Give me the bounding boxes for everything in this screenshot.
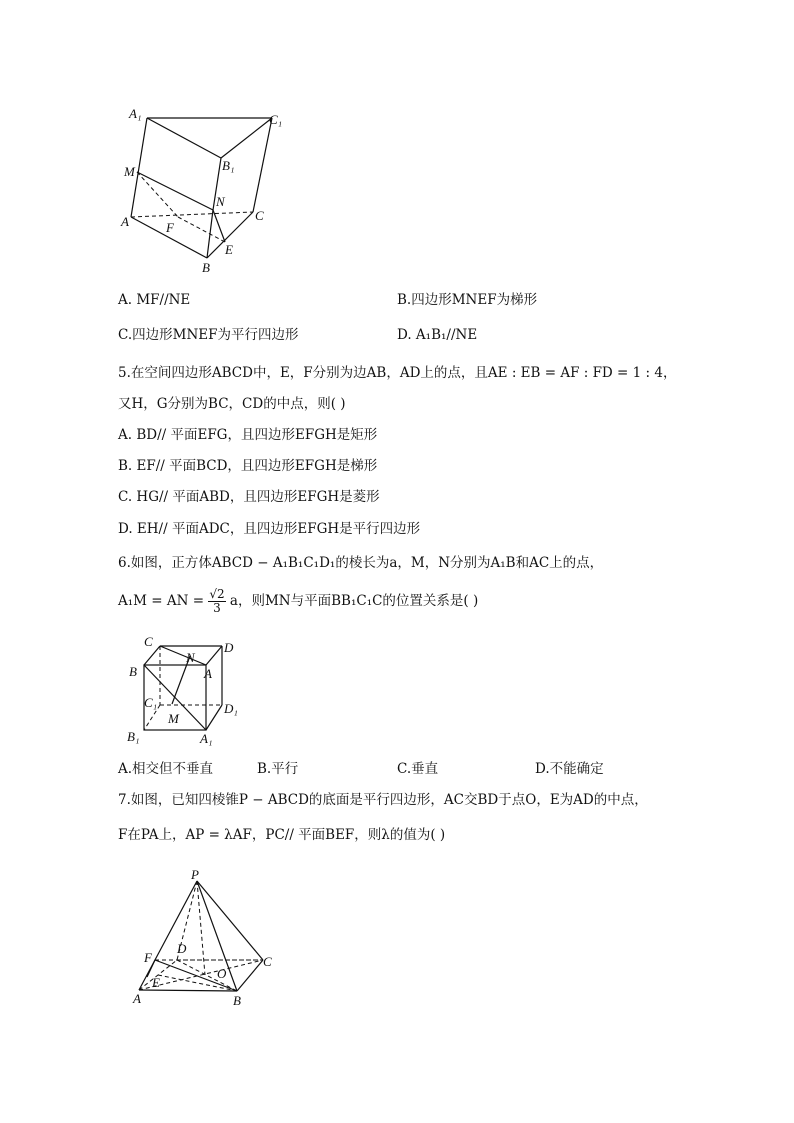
q6-stem-line1: 6.如图，正方体ABCD − A₁B₁C₁D₁的棱长为a，M，N分别为A₁B和AC上的点，	[118, 555, 604, 571]
label-A: A	[133, 991, 141, 1006]
label-C: C	[255, 208, 264, 223]
q5-stem-line1: 5.在空间四边形ABCD中，E，F分别为边AB，AD上的点，且AE : EB = AF : FD = 1 : 4，	[118, 365, 677, 381]
q7-stem-line2: F在PA上，AP = λAF，PC// 平面BEF，则λ的值为( )	[118, 827, 446, 843]
q6-option-c[interactable]: C.垂直	[397, 761, 439, 777]
q6-stem-right: a，则MN与平面BB₁C₁C的位置关系是( )	[229, 593, 479, 609]
q6-fraction	[208, 588, 225, 615]
q4-option-a[interactable]: A. MF//NE	[118, 292, 191, 308]
cube-figure	[122, 630, 252, 748]
q6-stem-left: A₁M = AN =	[118, 593, 205, 609]
q5-option-c[interactable]: C. HG// 平面ABD，且四边形EFGH是菱形	[118, 489, 380, 505]
q6-fraction-num: √2	[209, 587, 225, 601]
q6-option-b[interactable]: B.平行	[257, 761, 299, 777]
q5-option-a[interactable]: A. BD// 平面EFG，且四边形EFGH是矩形	[118, 427, 378, 443]
label-F: F	[144, 950, 152, 965]
label-N: N	[216, 194, 225, 209]
q5-option-b[interactable]: B. EF// 平面BCD，且四边形EFGH是梯形	[118, 458, 378, 474]
label-C: C	[144, 634, 153, 649]
label-E: E	[225, 242, 233, 257]
prism-figure	[115, 100, 300, 280]
label-N: N	[186, 650, 195, 665]
q4-option-d[interactable]: D. A₁B₁//NE	[397, 327, 478, 343]
label-E: E	[152, 975, 160, 990]
label-B: B	[129, 664, 137, 679]
label-C: C	[263, 954, 272, 969]
label-C1: C₁	[144, 695, 158, 710]
q6-stem-line2	[118, 584, 478, 618]
q6-option-d[interactable]: D.不能确定	[535, 761, 604, 777]
label-A1: A₁	[129, 106, 142, 121]
q7-stem-line1: 7.如图，已知四棱锥P − ABCD的底面是平行四边形，AC交BD于点O，E为AD的中点，	[118, 792, 648, 808]
label-C1: C₁	[269, 112, 283, 127]
q4-option-c[interactable]: C.四边形MNEF为平行四边形	[118, 327, 299, 343]
label-A: A	[121, 214, 129, 229]
q6-fraction-den: 3	[213, 601, 221, 615]
q5-option-d[interactable]: D. EH// 平面ADC，且四边形EFGH是平行四边形	[118, 521, 421, 537]
label-M: M	[168, 711, 179, 726]
label-B1: B₁	[222, 158, 235, 173]
label-O: O	[217, 966, 227, 981]
label-A: A	[204, 666, 212, 681]
label-D: D	[224, 640, 234, 655]
label-P: P	[191, 867, 199, 882]
label-D1: D₁	[224, 701, 238, 716]
label-B: B	[202, 260, 210, 275]
label-M: M	[124, 164, 135, 179]
q5-stem-line2: 又H，G分别为BC，CD的中点，则( )	[118, 396, 346, 412]
label-D: D	[177, 941, 187, 956]
q4-option-b[interactable]: B.四边形MNEF为梯形	[397, 292, 538, 308]
label-B1: B₁	[127, 729, 140, 744]
label-B: B	[233, 993, 241, 1008]
q6-option-a[interactable]: A.相交但不垂直	[118, 761, 214, 777]
pyramid-figure	[125, 865, 285, 1015]
label-A1: A₁	[200, 731, 213, 746]
label-F: F	[166, 220, 174, 235]
